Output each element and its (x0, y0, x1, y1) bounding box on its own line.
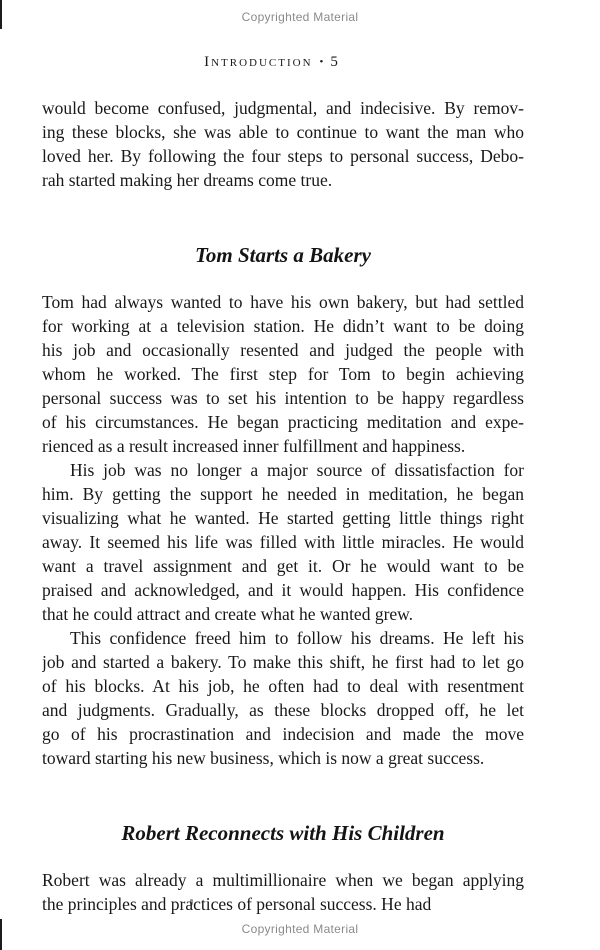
text-line: him. By getting the support he needed in meditation, he began (42, 484, 524, 504)
text-line: loved her. By following the four steps to personal success, Debo- (42, 146, 524, 166)
paragraph (42, 458, 524, 626)
text-line: praised and acknowledged, and it would happen. His confidence (42, 580, 524, 600)
text-line: the principles and practices of personal success. He had (42, 894, 432, 914)
running-head-separator: • (319, 56, 324, 68)
watermark-bottom: Copyrighted Material (241, 922, 359, 936)
paragraph (42, 868, 524, 916)
text-line: ing these blocks, she was able to continue to want the man who (42, 122, 524, 142)
text-line: toward starting his new business, which is now a great success. (42, 748, 485, 768)
text-line: away. It seemed his life was filled with little miracles. He would (42, 532, 524, 552)
text-line: for working at a television station. He didn’t want to be doing (42, 316, 524, 336)
running-head-title: Introduction (204, 54, 313, 70)
text-line: go of his procrastination and indecision and made the move (42, 724, 524, 744)
text-line: whom he worked. The first step for Tom to begin achieving (42, 364, 524, 384)
text-line: rienced as a result increased inner fulfillment and happiness. (42, 436, 466, 456)
page-body (42, 96, 524, 916)
text-line: rah started making her dreams come true. (42, 170, 333, 190)
text-line: of his circumstances. He began practicing meditation and expe- (42, 412, 524, 432)
text-line: visualizing what he wanted. He started getting little things right (42, 508, 524, 528)
paragraph (42, 290, 524, 458)
text-line: job and started a bakery. To make this shift, he first had to let go (42, 652, 524, 672)
text-line: personal success was to set his intention to be happy regardless (42, 388, 524, 408)
text-line: would become confused, judgmental, and indecisive. By remov- (42, 98, 524, 118)
paragraph (42, 96, 524, 192)
text-line: This confidence freed him to follow his dreams. He left his (70, 628, 524, 648)
running-head (42, 54, 502, 71)
text-line: and judgments. Gradually, as these blocks dropped off, he let (42, 700, 524, 720)
running-head-page-number: 5 (330, 54, 340, 70)
paragraph (42, 626, 524, 770)
text-line: Tom had always wanted to have his own bakery, but had settled (42, 292, 524, 312)
text-line: Robert was already a multimillionaire when we began applying (42, 870, 524, 890)
text-line: His job was no longer a major source of dissatisfaction for (70, 460, 524, 480)
text-line: that he could attract and create what he wanted grew. (42, 604, 414, 624)
text-line: of his blocks. At his job, he often had to deal with resentment (42, 676, 524, 696)
text-line: his job and occasionally resented and judged the people with (42, 340, 524, 360)
section-heading: Tom Starts a Bakery (195, 243, 371, 267)
section-heading: Robert Reconnects with His Children (121, 821, 445, 845)
text-line: want a travel assignment and get it. Or he would want to be (42, 556, 524, 576)
watermark-top: Copyrighted Material (241, 10, 359, 24)
